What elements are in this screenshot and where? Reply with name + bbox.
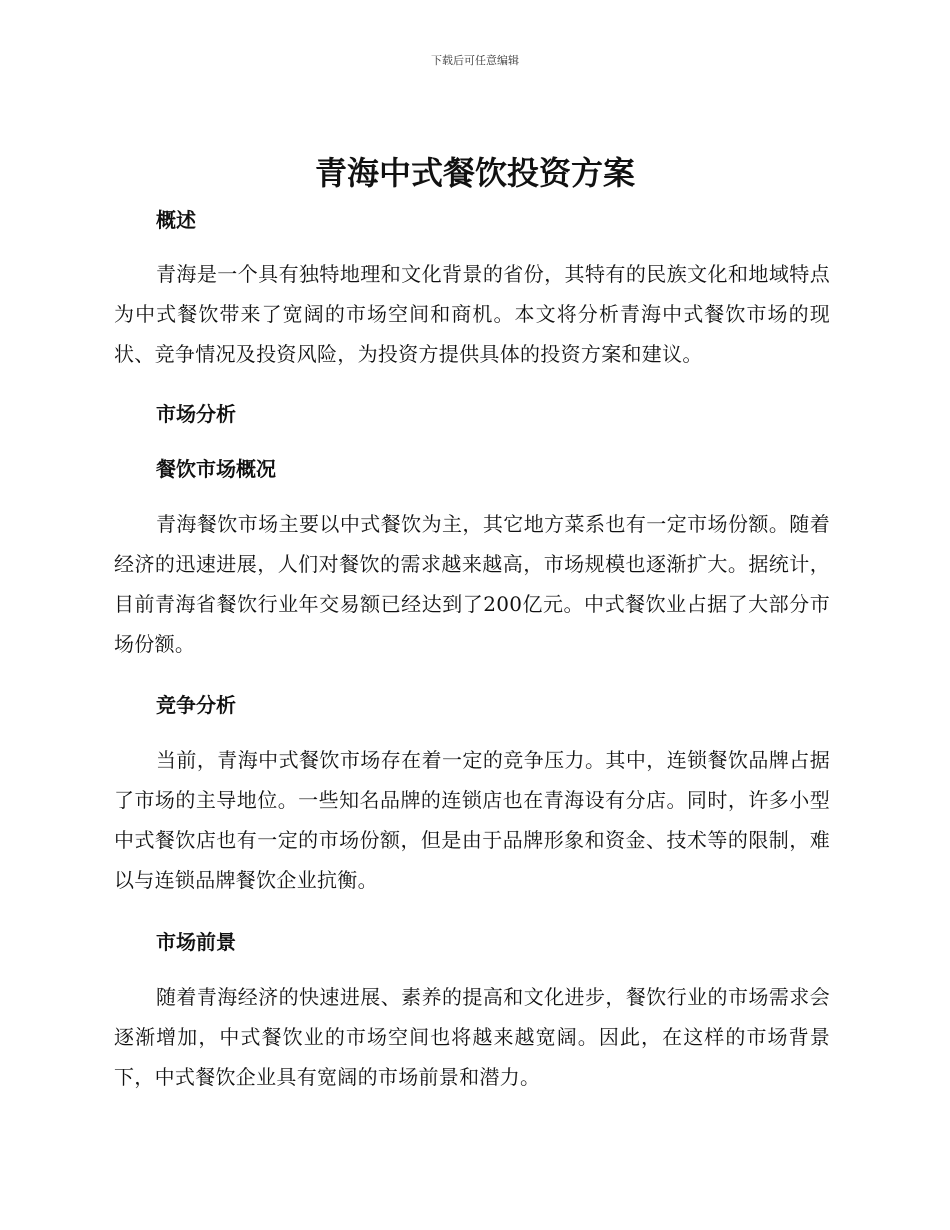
paragraph-overview: 青海是一个具有独特地理和文化背景的省份，其特有的民族文化和地域特点为中式餐饮带来了宽阔的市场空间和商机。本文将分析青海中式餐饮市场的现状、竞争情况及投资风险，为投资方提供具体的投资方案和建议。 [114, 262, 830, 366]
section-heading-catering-overview: 餐饮市场概况 [156, 457, 276, 481]
paragraph-prospects: 随着青海经济的快速进展、素养的提高和文化进步，餐饮行业的市场需求会逐渐增加，中式餐饮业的市场空间也将越来越宽阔。因此，在这样的市场背景下，中式餐饮企业具有宽阔的市场前景和潜力。 [114, 985, 830, 1089]
page-header-note: 下载后可任意编辑 [431, 54, 519, 67]
paragraph-catering-overview: 青海餐饮市场主要以中式餐饮为主，其它地方菜系也有一定市场份额。随着经济的迅速进展，人们对餐饮的需求越来越高，市场规模也逐渐扩大。据统计，目前青海省餐饮行业年交易额已经达到了200亿元。中式餐饮业占据了大部分市场份额。 [114, 512, 830, 656]
section-heading-competition: 竞争分析 [156, 693, 236, 717]
document-title: 青海中式餐饮投资方案 [314, 154, 635, 192]
section-heading-prospects: 市场前景 [156, 930, 236, 954]
section-heading-overview: 概述 [156, 208, 196, 232]
section-heading-market-analysis: 市场分析 [156, 402, 236, 426]
paragraph-competition: 当前，青海中式餐饮市场存在着一定的竞争压力。其中，连锁餐饮品牌占据了市场的主导地位。一些知名品牌的连锁店也在青海设有分店。同时，许多小型中式餐饮店也有一定的市场份额，但是由于品牌形象和资金、技术等的限制，难以与连锁品牌餐饮企业抗衡。 [114, 748, 830, 892]
